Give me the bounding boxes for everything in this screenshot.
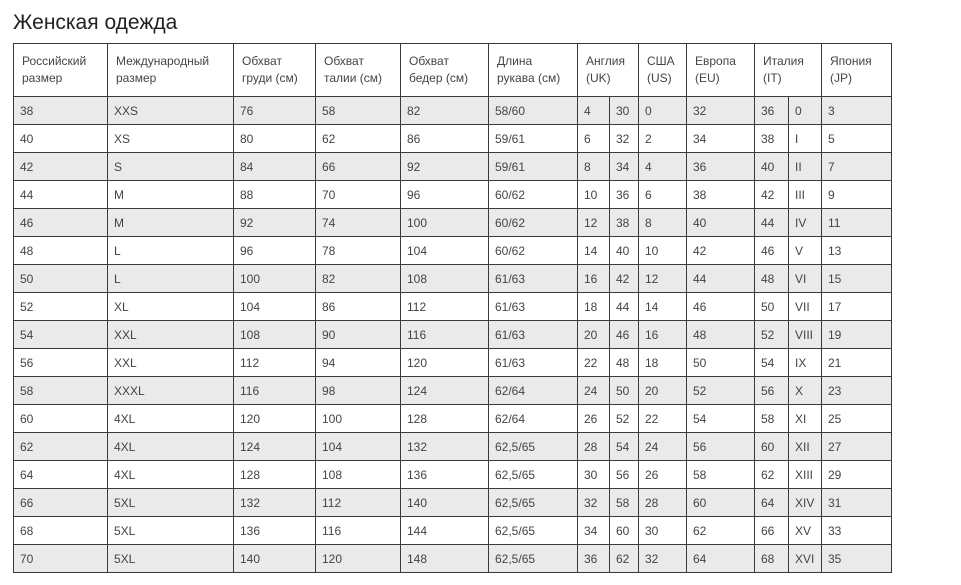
cell-sleeve: 61/63 (489, 265, 578, 293)
cell-it1: 48 (755, 265, 789, 293)
cell-ru: 68 (14, 517, 108, 545)
cell-uk1: 24 (578, 377, 610, 405)
cell-chest: 116 (234, 377, 316, 405)
cell-intl: 5XL (108, 517, 234, 545)
cell-jp: 21 (822, 349, 892, 377)
cell-jp: 13 (822, 237, 892, 265)
cell-hips: 120 (401, 349, 489, 377)
cell-intl: XS (108, 125, 234, 153)
cell-it2: VII (789, 293, 822, 321)
column-header-label: Англия (586, 54, 625, 68)
cell-chest: 132 (234, 489, 316, 517)
cell-it2: XII (789, 433, 822, 461)
table-row (14, 461, 892, 489)
cell-intl: M (108, 209, 234, 237)
cell-eu: 54 (687, 405, 755, 433)
cell-ru: 42 (14, 153, 108, 181)
cell-sleeve: 62,5/65 (489, 517, 578, 545)
column-header-it (755, 44, 822, 97)
table-row (14, 237, 892, 265)
cell-eu: 52 (687, 377, 755, 405)
cell-ru: 52 (14, 293, 108, 321)
cell-it1: 50 (755, 293, 789, 321)
cell-ru: 46 (14, 209, 108, 237)
cell-sleeve: 58/60 (489, 97, 578, 125)
cell-uk1: 4 (578, 97, 610, 125)
cell-uk1: 28 (578, 433, 610, 461)
cell-us: 24 (639, 433, 687, 461)
cell-intl: XXL (108, 321, 234, 349)
column-header-label: (IT) (763, 71, 782, 85)
cell-ru: 70 (14, 545, 108, 573)
column-header-label: Италия (763, 54, 804, 68)
cell-sleeve: 60/62 (489, 181, 578, 209)
cell-it2: XIII (789, 461, 822, 489)
column-header-label: (EU) (695, 71, 720, 85)
cell-chest: 128 (234, 461, 316, 489)
cell-us: 6 (639, 181, 687, 209)
cell-eu: 64 (687, 545, 755, 573)
cell-chest: 140 (234, 545, 316, 573)
cell-eu: 56 (687, 433, 755, 461)
cell-ru: 48 (14, 237, 108, 265)
cell-jp: 3 (822, 97, 892, 125)
column-header-us (639, 44, 687, 97)
cell-us: 28 (639, 489, 687, 517)
table-row (14, 377, 892, 405)
column-header-ru (14, 44, 108, 97)
cell-eu: 44 (687, 265, 755, 293)
cell-us: 0 (639, 97, 687, 125)
column-header-eu (687, 44, 755, 97)
cell-waist: 78 (316, 237, 401, 265)
table-row (14, 181, 892, 209)
cell-intl: L (108, 237, 234, 265)
cell-chest: 120 (234, 405, 316, 433)
cell-jp: 27 (822, 433, 892, 461)
cell-intl: 5XL (108, 489, 234, 517)
table-row (14, 265, 892, 293)
table-row (14, 153, 892, 181)
cell-hips: 108 (401, 265, 489, 293)
cell-intl: 5XL (108, 545, 234, 573)
table-row (14, 293, 892, 321)
table-row (14, 97, 892, 125)
column-header-label: Япония (830, 54, 872, 68)
column-header-label: груди (см) (242, 71, 298, 85)
cell-uk1: 34 (578, 517, 610, 545)
column-header-label: талии (см) (324, 71, 383, 85)
cell-us: 2 (639, 125, 687, 153)
cell-hips: 82 (401, 97, 489, 125)
cell-jp: 17 (822, 293, 892, 321)
cell-ru: 44 (14, 181, 108, 209)
cell-uk2: 48 (610, 349, 639, 377)
cell-uk1: 6 (578, 125, 610, 153)
cell-uk1: 20 (578, 321, 610, 349)
table-row (14, 349, 892, 377)
cell-waist: 120 (316, 545, 401, 573)
cell-intl: XXS (108, 97, 234, 125)
cell-it1: 36 (755, 97, 789, 125)
column-header-label: (US) (647, 71, 672, 85)
cell-uk1: 12 (578, 209, 610, 237)
table-row (14, 545, 892, 573)
cell-sleeve: 62,5/65 (489, 461, 578, 489)
cell-sleeve: 60/62 (489, 237, 578, 265)
table-body (14, 97, 892, 573)
cell-uk2: 38 (610, 209, 639, 237)
cell-it1: 44 (755, 209, 789, 237)
cell-ru: 62 (14, 433, 108, 461)
cell-chest: 124 (234, 433, 316, 461)
column-header-jp (822, 44, 892, 97)
cell-it1: 66 (755, 517, 789, 545)
column-header-waist (316, 44, 401, 97)
cell-eu: 38 (687, 181, 755, 209)
cell-jp: 25 (822, 405, 892, 433)
cell-it1: 68 (755, 545, 789, 573)
column-header-uk (578, 44, 639, 97)
column-header-chest (234, 44, 316, 97)
cell-eu: 62 (687, 517, 755, 545)
cell-us: 10 (639, 237, 687, 265)
cell-waist: 116 (316, 517, 401, 545)
cell-jp: 33 (822, 517, 892, 545)
cell-jp: 11 (822, 209, 892, 237)
cell-it2: XV (789, 517, 822, 545)
cell-jp: 19 (822, 321, 892, 349)
cell-chest: 100 (234, 265, 316, 293)
cell-chest: 108 (234, 321, 316, 349)
cell-intl: S (108, 153, 234, 181)
cell-it1: 58 (755, 405, 789, 433)
cell-us: 14 (639, 293, 687, 321)
cell-ru: 40 (14, 125, 108, 153)
cell-uk1: 8 (578, 153, 610, 181)
cell-it2: VI (789, 265, 822, 293)
table-row (14, 125, 892, 153)
cell-uk1: 10 (578, 181, 610, 209)
cell-ru: 64 (14, 461, 108, 489)
page-title: Женская одежда (13, 11, 178, 34)
cell-uk1: 26 (578, 405, 610, 433)
cell-hips: 112 (401, 293, 489, 321)
cell-jp: 23 (822, 377, 892, 405)
cell-uk2: 62 (610, 545, 639, 573)
cell-sleeve: 59/61 (489, 153, 578, 181)
cell-intl: 4XL (108, 433, 234, 461)
cell-it2: IV (789, 209, 822, 237)
table-row (14, 433, 892, 461)
cell-waist: 100 (316, 405, 401, 433)
size-chart-table (13, 43, 892, 573)
cell-jp: 7 (822, 153, 892, 181)
cell-uk2: 50 (610, 377, 639, 405)
cell-us: 26 (639, 461, 687, 489)
column-header-hips (401, 44, 489, 97)
cell-hips: 96 (401, 181, 489, 209)
cell-us: 30 (639, 517, 687, 545)
cell-uk2: 54 (610, 433, 639, 461)
cell-waist: 94 (316, 349, 401, 377)
cell-intl: XXL (108, 349, 234, 377)
cell-it1: 46 (755, 237, 789, 265)
cell-uk2: 46 (610, 321, 639, 349)
cell-sleeve: 61/63 (489, 321, 578, 349)
cell-sleeve: 62,5/65 (489, 489, 578, 517)
cell-uk2: 60 (610, 517, 639, 545)
cell-intl: XXXL (108, 377, 234, 405)
cell-it2: XIV (789, 489, 822, 517)
column-header-label: рукава (см) (497, 71, 561, 85)
cell-eu: 36 (687, 153, 755, 181)
cell-ru: 66 (14, 489, 108, 517)
cell-waist: 82 (316, 265, 401, 293)
cell-hips: 86 (401, 125, 489, 153)
cell-it1: 40 (755, 153, 789, 181)
cell-intl: M (108, 181, 234, 209)
cell-ru: 38 (14, 97, 108, 125)
cell-jp: 29 (822, 461, 892, 489)
cell-it1: 56 (755, 377, 789, 405)
cell-waist: 104 (316, 433, 401, 461)
table-row (14, 405, 892, 433)
cell-intl: XL (108, 293, 234, 321)
cell-it1: 62 (755, 461, 789, 489)
cell-sleeve: 61/63 (489, 293, 578, 321)
cell-jp: 5 (822, 125, 892, 153)
cell-it2: V (789, 237, 822, 265)
cell-waist: 90 (316, 321, 401, 349)
cell-intl: 4XL (108, 405, 234, 433)
cell-sleeve: 62,5/65 (489, 433, 578, 461)
cell-chest: 136 (234, 517, 316, 545)
cell-intl: L (108, 265, 234, 293)
cell-us: 8 (639, 209, 687, 237)
cell-eu: 40 (687, 209, 755, 237)
cell-ru: 54 (14, 321, 108, 349)
cell-it1: 52 (755, 321, 789, 349)
cell-chest: 92 (234, 209, 316, 237)
cell-ru: 58 (14, 377, 108, 405)
cell-uk2: 58 (610, 489, 639, 517)
cell-uk1: 32 (578, 489, 610, 517)
cell-sleeve: 62/64 (489, 405, 578, 433)
cell-uk2: 36 (610, 181, 639, 209)
column-header-label: (UK) (586, 71, 611, 85)
column-header-label: Обхват (242, 54, 282, 68)
cell-waist: 74 (316, 209, 401, 237)
cell-jp: 31 (822, 489, 892, 517)
column-header-label: Обхват (324, 54, 364, 68)
cell-us: 18 (639, 349, 687, 377)
cell-sleeve: 62,5/65 (489, 545, 578, 573)
cell-uk1: 22 (578, 349, 610, 377)
table-row (14, 321, 892, 349)
cell-us: 12 (639, 265, 687, 293)
cell-it1: 42 (755, 181, 789, 209)
cell-uk1: 16 (578, 265, 610, 293)
cell-ru: 56 (14, 349, 108, 377)
cell-jp: 9 (822, 181, 892, 209)
column-header-label: Длина (497, 54, 533, 68)
cell-eu: 34 (687, 125, 755, 153)
cell-it2: II (789, 153, 822, 181)
cell-sleeve: 62/64 (489, 377, 578, 405)
cell-eu: 46 (687, 293, 755, 321)
cell-hips: 148 (401, 545, 489, 573)
cell-hips: 124 (401, 377, 489, 405)
cell-ru: 60 (14, 405, 108, 433)
column-header-label: Международный (116, 54, 210, 68)
cell-it1: 60 (755, 433, 789, 461)
cell-us: 22 (639, 405, 687, 433)
column-header-label: Российский (22, 54, 87, 68)
cell-uk2: 44 (610, 293, 639, 321)
column-header-label: Европа (695, 54, 736, 68)
cell-sleeve: 60/62 (489, 209, 578, 237)
cell-waist: 86 (316, 293, 401, 321)
cell-it2: I (789, 125, 822, 153)
cell-chest: 80 (234, 125, 316, 153)
cell-chest: 112 (234, 349, 316, 377)
cell-eu: 58 (687, 461, 755, 489)
cell-sleeve: 61/63 (489, 349, 578, 377)
cell-hips: 144 (401, 517, 489, 545)
cell-waist: 62 (316, 125, 401, 153)
cell-waist: 58 (316, 97, 401, 125)
cell-uk2: 40 (610, 237, 639, 265)
column-header-label: размер (22, 71, 63, 85)
column-header-sleeve (489, 44, 578, 97)
cell-jp: 35 (822, 545, 892, 573)
cell-us: 4 (639, 153, 687, 181)
column-header-label: бедер (см) (409, 71, 469, 85)
cell-waist: 66 (316, 153, 401, 181)
column-header-label: Обхват (409, 54, 449, 68)
cell-hips: 140 (401, 489, 489, 517)
cell-eu: 42 (687, 237, 755, 265)
cell-hips: 100 (401, 209, 489, 237)
column-header-label: размер (116, 71, 157, 85)
cell-uk2: 56 (610, 461, 639, 489)
cell-uk1: 36 (578, 545, 610, 573)
cell-chest: 96 (234, 237, 316, 265)
cell-hips: 132 (401, 433, 489, 461)
cell-eu: 50 (687, 349, 755, 377)
cell-waist: 108 (316, 461, 401, 489)
column-header-intl (108, 44, 234, 97)
cell-it1: 54 (755, 349, 789, 377)
cell-it2: IX (789, 349, 822, 377)
cell-uk2: 42 (610, 265, 639, 293)
cell-eu: 48 (687, 321, 755, 349)
cell-eu: 60 (687, 489, 755, 517)
cell-ru: 50 (14, 265, 108, 293)
cell-hips: 116 (401, 321, 489, 349)
cell-it2: III (789, 181, 822, 209)
cell-uk1: 30 (578, 461, 610, 489)
cell-it2: X (789, 377, 822, 405)
cell-us: 16 (639, 321, 687, 349)
cell-hips: 92 (401, 153, 489, 181)
cell-it1: 38 (755, 125, 789, 153)
cell-uk1: 14 (578, 237, 610, 265)
cell-uk2: 34 (610, 153, 639, 181)
cell-it1: 64 (755, 489, 789, 517)
cell-hips: 104 (401, 237, 489, 265)
table-row (14, 517, 892, 545)
column-header-label: США (647, 54, 675, 68)
cell-us: 20 (639, 377, 687, 405)
cell-uk1: 18 (578, 293, 610, 321)
header-row (14, 44, 892, 97)
cell-uk2: 52 (610, 405, 639, 433)
cell-eu: 32 (687, 97, 755, 125)
cell-it2: 0 (789, 97, 822, 125)
cell-sleeve: 59/61 (489, 125, 578, 153)
cell-chest: 84 (234, 153, 316, 181)
table-row (14, 209, 892, 237)
cell-chest: 104 (234, 293, 316, 321)
cell-uk2: 30 (610, 97, 639, 125)
cell-chest: 88 (234, 181, 316, 209)
cell-it2: XVI (789, 545, 822, 573)
cell-uk2: 32 (610, 125, 639, 153)
cell-chest: 76 (234, 97, 316, 125)
cell-waist: 70 (316, 181, 401, 209)
cell-it2: XI (789, 405, 822, 433)
cell-intl: 4XL (108, 461, 234, 489)
cell-it2: VIII (789, 321, 822, 349)
cell-waist: 98 (316, 377, 401, 405)
cell-us: 32 (639, 545, 687, 573)
cell-jp: 15 (822, 265, 892, 293)
column-header-label: (JP) (830, 71, 852, 85)
cell-hips: 136 (401, 461, 489, 489)
table-row (14, 489, 892, 517)
cell-waist: 112 (316, 489, 401, 517)
cell-hips: 128 (401, 405, 489, 433)
